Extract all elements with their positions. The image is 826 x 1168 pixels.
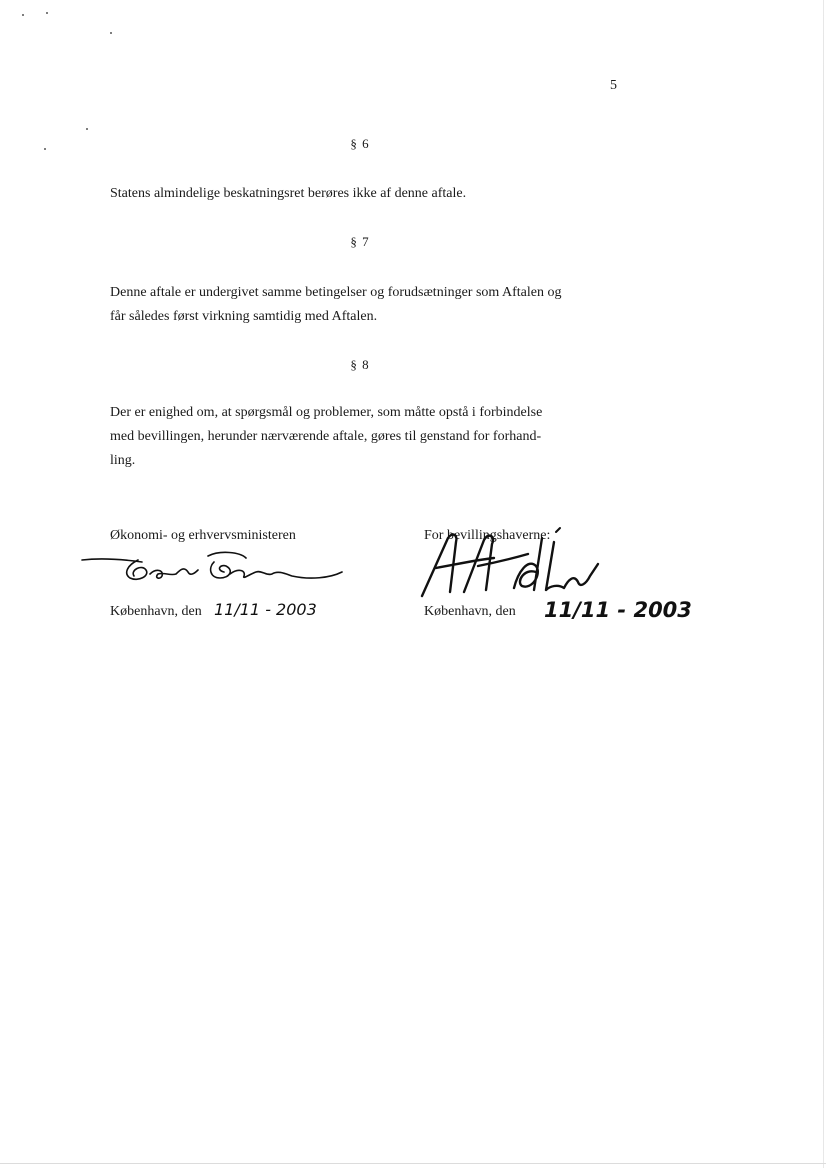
- paragraph-line: får således først virkning samtidig med Aftalen.: [110, 309, 378, 324]
- paragraph-line: Statens almindelige beskatningsret berøres ikke af denne aftale.: [110, 186, 467, 201]
- section-heading-8: § 8: [350, 357, 370, 372]
- scan-speck: [46, 12, 48, 14]
- section-heading-6: § 6: [350, 136, 370, 151]
- scan-speck: [86, 128, 88, 130]
- right-handwritten-date: 11/11 - 2003: [544, 598, 692, 622]
- paragraph-7: [110, 281, 630, 329]
- left-handwritten-date: 11/11 - 2003: [214, 600, 317, 619]
- section-heading-7: § 7: [350, 234, 370, 249]
- scan-edge-right: [823, 0, 824, 1168]
- paragraph-line: Der er enighed om, at spørgsmål og problemer, som måtte opstå i forbindelse: [110, 405, 543, 420]
- paragraph-6: [110, 182, 630, 206]
- scan-edge-bottom: [0, 1163, 826, 1164]
- right-signatory-title: For bevillingshaverne:: [424, 528, 551, 543]
- page-number: 5: [610, 78, 617, 93]
- scan-speck: [110, 32, 112, 34]
- paragraph-8: [110, 401, 630, 473]
- paragraph-line: Denne aftale er undergivet samme betingelser og forudsætninger som Aftalen og: [110, 285, 562, 300]
- right-place-date-label: København, den: [424, 604, 516, 619]
- scan-speck: [44, 148, 46, 150]
- left-signatory-title: Økonomi- og erhvervsministeren: [110, 528, 296, 543]
- left-place-date-label: København, den: [110, 604, 202, 619]
- scan-speck: [22, 14, 24, 16]
- paragraph-line: ling.: [110, 453, 136, 468]
- right-handwritten-signature: [418, 528, 618, 600]
- paragraph-line: med bevillingen, herunder nærværende aftale, gøres til genstand for forhand-: [110, 429, 542, 444]
- left-handwritten-signature: [80, 548, 350, 588]
